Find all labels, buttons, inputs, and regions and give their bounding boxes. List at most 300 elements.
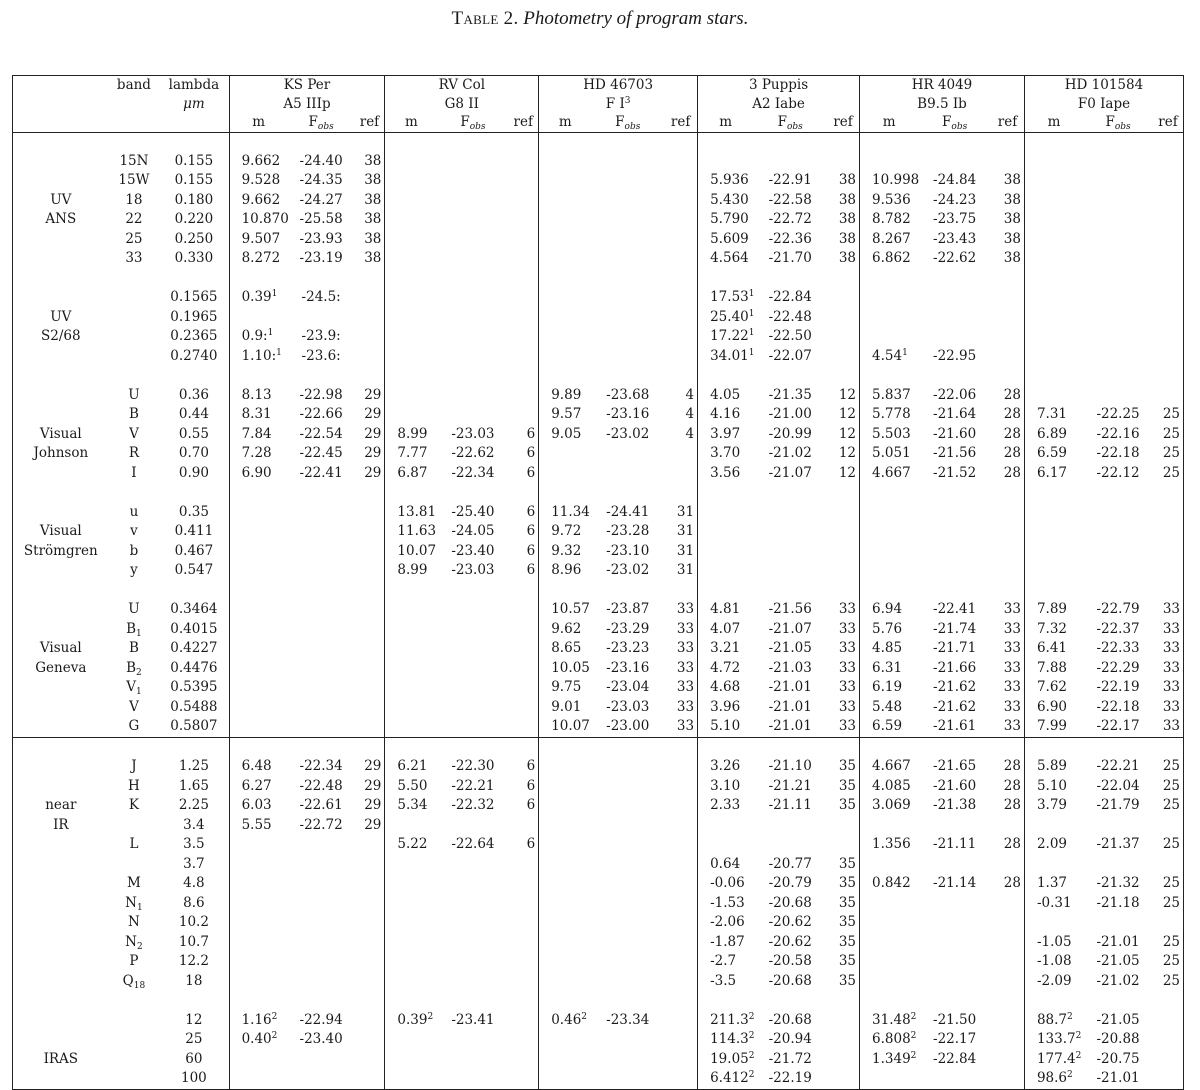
ref-cell-hd-46703 bbox=[664, 972, 697, 992]
flux-cell-hr-4049: -21.71 bbox=[933, 640, 977, 656]
ref-cell-hr-4049: 33 bbox=[1003, 620, 1021, 637]
ref-cell-hd-46703: 4 bbox=[685, 425, 695, 442]
subheader-m-rv-col: m bbox=[385, 113, 438, 132]
flux-cell-3-puppis bbox=[753, 542, 827, 562]
ref-cell-hd-101584 bbox=[1153, 210, 1184, 230]
mag-cell-rv-col bbox=[385, 1030, 438, 1050]
mag-cell-3-puppis bbox=[698, 522, 754, 542]
ref-cell-ks-per: 29 bbox=[364, 464, 382, 481]
flux-cell-hd-46703 bbox=[591, 327, 664, 347]
ref-cell-hr-4049 bbox=[991, 1011, 1024, 1031]
flux-cell-hd-101584: -22.12 bbox=[1096, 464, 1140, 481]
flux-cell-hr-4049 bbox=[918, 952, 991, 972]
ref-cell-rv-col bbox=[508, 288, 538, 308]
ref-cell-hd-46703: 31 bbox=[676, 503, 695, 520]
ref-cell-rv-col bbox=[508, 620, 538, 640]
flux-cell-hd-101584: -22.04 bbox=[1096, 777, 1140, 794]
mag-cell-hr-4049 bbox=[860, 522, 919, 542]
ref-cell-rv-col bbox=[508, 913, 538, 933]
lambda-cell: 25 bbox=[185, 1031, 203, 1047]
lambda-cell: 0.4227 bbox=[170, 640, 218, 656]
group-label: Visual bbox=[39, 425, 82, 442]
mag-cell-3-puppis: 3.21 bbox=[698, 639, 754, 659]
mag-cell-hd-101584: 7.62 bbox=[1024, 678, 1083, 698]
ref-cell-3-puppis bbox=[827, 522, 859, 542]
band-cell: 25 bbox=[125, 230, 143, 247]
flux-cell-rv-col bbox=[438, 972, 509, 992]
subheader-fobs-hd-101584: $F_{obs}$ bbox=[1083, 113, 1153, 132]
table-row bbox=[13, 757, 1184, 777]
mag-cell-rv-col: 7.77 bbox=[385, 444, 438, 464]
ref-cell-ks-per: 38 bbox=[364, 172, 382, 188]
ref-cell-ks-per bbox=[355, 835, 385, 855]
flux-cell-ks-per: -23.6: bbox=[301, 347, 341, 364]
mag-cell-hr-4049 bbox=[860, 288, 919, 308]
group-label: UV bbox=[50, 191, 72, 208]
mag-cell-ks-per bbox=[229, 913, 288, 933]
ref-cell-3-puppis: 35 bbox=[838, 933, 857, 950]
group-label: UV bbox=[50, 308, 72, 325]
flux-cell-hr-4049 bbox=[918, 972, 991, 992]
flux-cell-ks-per: -22.98 bbox=[299, 386, 343, 403]
ref-cell-3-puppis: 38 bbox=[838, 211, 857, 227]
ref-cell-hr-4049 bbox=[991, 347, 1024, 367]
group-label bbox=[13, 600, 109, 620]
flux-cell-3-puppis: -22.19 bbox=[768, 1070, 812, 1086]
table-row bbox=[13, 249, 1184, 269]
ref-cell-rv-col: 6 bbox=[526, 523, 536, 539]
mag-cell-rv-col bbox=[385, 191, 438, 211]
flux-cell-hd-46703 bbox=[591, 855, 664, 875]
ref-cell-ks-per bbox=[355, 972, 385, 992]
band-cell bbox=[109, 855, 160, 875]
ref-cell-hd-46703: 33 bbox=[676, 601, 695, 617]
flux-cell-3-puppis: -20.62 bbox=[768, 914, 812, 930]
ref-cell-hr-4049: 28 bbox=[1003, 406, 1021, 422]
ref-cell-ks-per bbox=[355, 933, 385, 953]
mag-cell-rv-col bbox=[385, 816, 438, 836]
mag-cell-ks-per: 0.39$^1$ bbox=[229, 288, 288, 308]
flux-cell-hd-46703 bbox=[591, 171, 664, 191]
mag-cell-hr-4049: 9.536 bbox=[860, 191, 919, 211]
lambda-cell: 0.5395 bbox=[170, 679, 218, 695]
group-label: ANS bbox=[45, 211, 77, 227]
mag-cell-hd-46703 bbox=[539, 835, 592, 855]
mag-cell-hd-101584: -1.05 bbox=[1024, 933, 1083, 953]
ref-cell-ks-per bbox=[355, 561, 385, 581]
ref-cell-hd-101584 bbox=[1153, 347, 1184, 367]
flux-cell-3-puppis bbox=[753, 835, 827, 855]
mag-cell-hd-101584 bbox=[1024, 347, 1083, 367]
mag-cell-3-puppis: -3.5 bbox=[698, 972, 754, 992]
mag-cell-hr-4049: 6.19 bbox=[860, 678, 919, 698]
mag-cell-hd-46703: 9.72 bbox=[539, 522, 592, 542]
flux-cell-3-puppis: -20.68 bbox=[768, 894, 812, 911]
flux-cell-rv-col bbox=[438, 152, 509, 172]
table-row bbox=[13, 777, 1184, 797]
ref-cell-hr-4049 bbox=[991, 952, 1024, 972]
flux-cell-hd-101584 bbox=[1083, 542, 1153, 562]
flux-cell-rv-col bbox=[438, 816, 509, 836]
mag-cell-rv-col bbox=[385, 347, 438, 367]
ref-cell-hd-101584: 25 bbox=[1162, 406, 1180, 422]
ref-cell-hd-46703 bbox=[664, 816, 697, 836]
mag-cell-rv-col: 13.81 bbox=[385, 503, 438, 523]
flux-cell-hd-101584: -21.01 bbox=[1096, 933, 1140, 950]
ref-cell-hr-4049 bbox=[991, 972, 1024, 992]
flux-cell-hd-46703 bbox=[591, 444, 664, 464]
flux-cell-hd-101584: -21.01 bbox=[1096, 1070, 1140, 1086]
flux-cell-hd-101584: -20.75 bbox=[1096, 1050, 1140, 1067]
ref-cell-hd-101584 bbox=[1153, 561, 1184, 581]
ref-cell-hd-101584 bbox=[1153, 171, 1184, 191]
group-label bbox=[13, 972, 109, 992]
flux-cell-hd-101584: -21.18 bbox=[1096, 894, 1140, 911]
flux-cell-hd-46703 bbox=[591, 1069, 664, 1089]
lambda-cell: 18 bbox=[185, 972, 203, 989]
mag-cell-3-puppis bbox=[698, 835, 754, 855]
mag-cell-hd-46703 bbox=[539, 464, 592, 484]
table-row bbox=[13, 952, 1184, 972]
ref-cell-ks-per bbox=[355, 698, 385, 718]
mag-cell-hd-101584 bbox=[1024, 288, 1083, 308]
mag-cell-hr-4049: 6.808$^2$ bbox=[860, 1030, 919, 1050]
flux-cell-hd-46703 bbox=[591, 757, 664, 777]
lambda-cell: 0.3464 bbox=[170, 601, 218, 617]
mag-cell-hr-4049: 10.998 bbox=[860, 171, 919, 191]
ref-cell-rv-col bbox=[508, 972, 538, 992]
flux-cell-rv-col bbox=[438, 913, 509, 933]
ref-cell-rv-col: 6 bbox=[526, 562, 536, 578]
ref-cell-hr-4049: 33 bbox=[1003, 718, 1021, 734]
mag-cell-rv-col bbox=[385, 659, 438, 679]
ref-cell-3-puppis: 33 bbox=[838, 679, 857, 695]
mag-cell-rv-col bbox=[385, 952, 438, 972]
star-name-ks-per: KS Per bbox=[229, 76, 385, 95]
lambda-cell: 2.25 bbox=[178, 797, 209, 813]
flux-cell-hr-4049 bbox=[918, 288, 991, 308]
flux-cell-hd-46703 bbox=[591, 874, 664, 894]
spacer-row bbox=[13, 269, 1184, 289]
table-row bbox=[13, 386, 1184, 406]
flux-cell-3-puppis: -20.68 bbox=[768, 1011, 812, 1028]
mag-cell-hd-101584: 98.6$^2$ bbox=[1024, 1069, 1083, 1089]
flux-cell-ks-per bbox=[288, 835, 355, 855]
flux-cell-3-puppis: -22.50 bbox=[768, 328, 812, 344]
flux-cell-3-puppis: -21.21 bbox=[768, 777, 812, 794]
ref-cell-3-puppis bbox=[827, 152, 859, 172]
mag-cell-hd-46703: 8.96 bbox=[539, 561, 592, 581]
band-cell: 18 bbox=[125, 191, 143, 208]
flux-cell-3-puppis bbox=[753, 816, 827, 836]
mag-cell-rv-col: 11.63 bbox=[385, 522, 438, 542]
mag-cell-hd-46703 bbox=[539, 855, 592, 875]
ref-cell-rv-col bbox=[508, 171, 538, 191]
flux-cell-hd-101584: -21.02 bbox=[1096, 972, 1140, 989]
ref-cell-rv-col bbox=[508, 386, 538, 406]
mag-cell-hd-101584: 133.7$^2$ bbox=[1024, 1030, 1083, 1050]
group-label bbox=[13, 678, 109, 698]
mag-cell-hd-46703: 9.05 bbox=[539, 425, 592, 445]
flux-cell-ks-per: -22.66 bbox=[299, 406, 343, 422]
ref-cell-hr-4049 bbox=[991, 152, 1024, 172]
mag-cell-hd-101584 bbox=[1024, 327, 1083, 347]
mag-cell-hr-4049: 5.778 bbox=[860, 405, 919, 425]
mag-cell-hd-101584: 6.89 bbox=[1024, 425, 1083, 445]
flux-cell-ks-per bbox=[288, 678, 355, 698]
flux-cell-hd-101584: -22.37 bbox=[1096, 620, 1140, 637]
ref-cell-ks-per bbox=[355, 620, 385, 640]
flux-cell-ks-per bbox=[288, 503, 355, 523]
mag-cell-ks-per bbox=[229, 894, 288, 914]
subheader-ref-3-puppis: ref bbox=[827, 113, 859, 132]
flux-cell-hr-4049: -21.52 bbox=[933, 464, 977, 481]
ref-cell-hr-4049 bbox=[991, 308, 1024, 328]
ref-cell-3-puppis: 33 bbox=[838, 698, 857, 715]
mag-cell-3-puppis: 4.72 bbox=[698, 659, 754, 679]
ref-cell-ks-per bbox=[355, 347, 385, 367]
ref-cell-ks-per: 38 bbox=[364, 211, 382, 227]
mag-cell-3-puppis: 17.22$^1$ bbox=[698, 327, 754, 347]
flux-cell-3-puppis bbox=[753, 561, 827, 581]
band-cell: H bbox=[128, 777, 140, 794]
flux-cell-ks-per bbox=[288, 542, 355, 562]
lambda-cell: 0.2740 bbox=[170, 347, 218, 364]
ref-cell-rv-col: 6 bbox=[526, 503, 536, 520]
band-cell: P bbox=[129, 953, 139, 969]
mag-cell-hd-46703: 9.62 bbox=[539, 620, 592, 640]
ref-cell-rv-col: 6 bbox=[526, 836, 536, 852]
flux-cell-ks-per: -24.27 bbox=[299, 191, 343, 208]
mag-cell-hd-46703 bbox=[539, 816, 592, 836]
mag-cell-3-puppis bbox=[698, 542, 754, 562]
photometry-table-body bbox=[13, 76, 1184, 1090]
ref-cell-hd-46703: 33 bbox=[676, 640, 695, 656]
table-row bbox=[13, 894, 1184, 914]
ref-cell-ks-per bbox=[355, 503, 385, 523]
flux-cell-rv-col: -22.62 bbox=[451, 445, 495, 461]
ref-cell-3-puppis bbox=[827, 327, 859, 347]
mag-cell-ks-per bbox=[229, 1069, 288, 1089]
table-row bbox=[13, 1050, 1184, 1070]
mag-cell-hr-4049: 1.349$^2$ bbox=[860, 1050, 919, 1070]
flux-cell-ks-per bbox=[288, 874, 355, 894]
lambda-cell: 0.5807 bbox=[170, 718, 218, 734]
ref-cell-ks-per bbox=[355, 894, 385, 914]
band-cell: U bbox=[128, 601, 140, 617]
ref-cell-hr-4049 bbox=[991, 522, 1024, 542]
ref-cell-ks-per bbox=[355, 678, 385, 698]
ref-cell-ks-per: 38 bbox=[364, 152, 382, 169]
mag-cell-3-puppis: -1.53 bbox=[698, 894, 754, 914]
flux-cell-hd-101584 bbox=[1083, 816, 1153, 836]
ref-cell-hd-46703 bbox=[664, 171, 697, 191]
mag-cell-ks-per bbox=[229, 620, 288, 640]
spectral-type-rv-col: G8 II bbox=[385, 95, 539, 114]
table-row bbox=[13, 152, 1184, 172]
flux-cell-rv-col: -25.40 bbox=[451, 503, 495, 520]
mag-cell-hd-101584: 6.90 bbox=[1024, 698, 1083, 718]
band-cell: M bbox=[127, 875, 141, 891]
ref-cell-ks-per: 29 bbox=[364, 816, 382, 833]
flux-cell-3-puppis: -22.36 bbox=[768, 230, 812, 247]
ref-cell-rv-col bbox=[508, 600, 538, 620]
flux-cell-3-puppis bbox=[753, 503, 827, 523]
ref-cell-3-puppis: 33 bbox=[838, 659, 857, 676]
ref-cell-ks-per: 38 bbox=[364, 191, 382, 208]
ref-cell-ks-per bbox=[355, 717, 385, 737]
group-label bbox=[13, 152, 109, 172]
lambda-cell: 0.44 bbox=[178, 406, 209, 422]
table-row bbox=[13, 288, 1184, 308]
ref-cell-hd-101584: 33 bbox=[1162, 640, 1180, 656]
flux-cell-3-puppis: -20.77 bbox=[768, 855, 812, 872]
ref-cell-rv-col bbox=[508, 698, 538, 718]
table-row bbox=[13, 347, 1184, 367]
lambda-cell: 10.7 bbox=[178, 933, 209, 950]
ref-cell-hd-101584 bbox=[1153, 816, 1184, 836]
mag-cell-ks-per bbox=[229, 678, 288, 698]
flux-cell-hr-4049: -21.38 bbox=[933, 797, 977, 813]
ref-cell-hd-101584: 25 bbox=[1162, 758, 1180, 774]
subheader-m-3-puppis: m bbox=[698, 113, 754, 132]
ref-cell-hd-46703 bbox=[664, 1069, 697, 1089]
flux-cell-ks-per: -22.61 bbox=[299, 797, 343, 813]
mag-cell-rv-col bbox=[385, 678, 438, 698]
band-cell: V bbox=[129, 698, 139, 715]
band-cell: $B_1$ bbox=[126, 620, 142, 639]
mag-cell-rv-col bbox=[385, 1050, 438, 1070]
ref-cell-hd-101584: 25 bbox=[1162, 836, 1180, 852]
table-row bbox=[13, 717, 1184, 737]
ref-cell-hd-101584: 33 bbox=[1162, 698, 1180, 715]
flux-cell-hd-46703 bbox=[591, 894, 664, 914]
mag-cell-hd-46703 bbox=[539, 249, 592, 269]
flux-cell-rv-col: -23.03 bbox=[451, 562, 495, 578]
band-cell: V bbox=[129, 425, 139, 442]
band-cell bbox=[109, 1050, 160, 1070]
band-cell: G bbox=[128, 718, 140, 734]
ref-cell-hd-101584: 25 bbox=[1162, 777, 1180, 794]
flux-cell-3-puppis: -22.48 bbox=[768, 308, 812, 325]
lambda-cell: 60 bbox=[185, 1050, 203, 1067]
flux-cell-hd-101584 bbox=[1083, 308, 1153, 328]
mag-cell-ks-per: 9.528 bbox=[229, 171, 288, 191]
mag-cell-hd-101584 bbox=[1024, 816, 1083, 836]
ref-cell-hr-4049: 28 bbox=[1003, 386, 1021, 403]
mag-cell-3-puppis bbox=[698, 152, 754, 172]
flux-cell-hr-4049: -21.14 bbox=[933, 875, 977, 891]
group-label bbox=[13, 933, 109, 953]
mag-cell-rv-col bbox=[385, 894, 438, 914]
mag-cell-hr-4049 bbox=[860, 952, 919, 972]
ref-cell-hr-4049 bbox=[991, 913, 1024, 933]
ref-cell-hd-101584 bbox=[1153, 152, 1184, 172]
mag-cell-hd-101584: 3.79 bbox=[1024, 796, 1083, 816]
mag-cell-hd-101584: 7.31 bbox=[1024, 405, 1083, 425]
group-label bbox=[13, 717, 109, 737]
flux-cell-3-puppis: -21.05 bbox=[768, 640, 812, 656]
flux-cell-ks-per bbox=[288, 855, 355, 875]
mag-cell-hd-46703: 10.07 bbox=[539, 717, 592, 737]
flux-cell-hd-101584 bbox=[1083, 210, 1153, 230]
mag-cell-hr-4049: 8.267 bbox=[860, 230, 919, 250]
mag-cell-hd-46703: 0.46$^2$ bbox=[539, 1011, 592, 1031]
ref-cell-rv-col bbox=[508, 308, 538, 328]
ref-cell-3-puppis: 35 bbox=[838, 797, 857, 813]
flux-cell-rv-col bbox=[438, 288, 509, 308]
mag-cell-hd-46703 bbox=[539, 1050, 592, 1070]
ref-cell-hd-46703 bbox=[664, 347, 697, 367]
mag-cell-rv-col: 10.07 bbox=[385, 542, 438, 562]
table-row bbox=[13, 464, 1184, 484]
mag-cell-rv-col: 8.99 bbox=[385, 425, 438, 445]
mag-cell-hd-101584 bbox=[1024, 230, 1083, 250]
subheader-ref-ks-per: ref bbox=[355, 113, 385, 132]
flux-cell-ks-per bbox=[288, 600, 355, 620]
group-label: IR bbox=[53, 816, 69, 833]
ref-cell-hd-46703 bbox=[664, 1050, 697, 1070]
flux-cell-rv-col bbox=[438, 308, 509, 328]
mag-cell-hd-46703: 9.32 bbox=[539, 542, 592, 562]
flux-cell-hd-101584: -21.05 bbox=[1096, 1011, 1140, 1028]
ref-cell-hd-101584 bbox=[1153, 542, 1184, 562]
flux-cell-hr-4049: -21.50 bbox=[933, 1011, 977, 1028]
mag-cell-hd-46703 bbox=[539, 171, 592, 191]
mag-cell-hd-101584 bbox=[1024, 191, 1083, 211]
ref-cell-hd-46703 bbox=[664, 444, 697, 464]
band-cell: $N_2$ bbox=[125, 933, 143, 952]
band-cell: B bbox=[128, 406, 139, 422]
mag-cell-hd-101584: 7.99 bbox=[1024, 717, 1083, 737]
star-name-rv-col: RV Col bbox=[385, 76, 539, 95]
ref-cell-hr-4049 bbox=[991, 503, 1024, 523]
mag-cell-rv-col: 6.87 bbox=[385, 464, 438, 484]
mag-cell-hd-46703 bbox=[539, 913, 592, 933]
mag-cell-hd-101584: -0.31 bbox=[1024, 894, 1083, 914]
mag-cell-hd-46703: 9.75 bbox=[539, 678, 592, 698]
mag-cell-hr-4049 bbox=[860, 972, 919, 992]
mag-cell-hd-46703: 8.65 bbox=[539, 639, 592, 659]
mag-cell-hr-4049: 6.31 bbox=[860, 659, 919, 679]
flux-cell-hd-46703: -23.23 bbox=[606, 640, 650, 656]
flux-cell-hr-4049: -24.84 bbox=[933, 172, 977, 188]
flux-cell-rv-col bbox=[438, 600, 509, 620]
mag-cell-3-puppis: -1.87 bbox=[698, 933, 754, 953]
ref-cell-rv-col: 6 bbox=[526, 425, 536, 442]
ref-cell-hd-46703 bbox=[664, 894, 697, 914]
mag-cell-rv-col bbox=[385, 288, 438, 308]
spacer-row bbox=[13, 581, 1184, 601]
ref-cell-rv-col bbox=[508, 816, 538, 836]
ref-cell-3-puppis: 38 bbox=[838, 250, 857, 266]
ref-cell-hd-101584 bbox=[1153, 230, 1184, 250]
flux-cell-ks-per bbox=[288, 522, 355, 542]
ref-cell-rv-col: 6 bbox=[526, 445, 536, 461]
flux-cell-hd-101584: -21.79 bbox=[1096, 797, 1140, 813]
mag-cell-ks-per: 10.870 bbox=[229, 210, 288, 230]
flux-cell-3-puppis: -20.79 bbox=[768, 875, 812, 891]
flux-cell-hd-101584 bbox=[1083, 503, 1153, 523]
band-column-header: band bbox=[116, 77, 151, 93]
flux-cell-hr-4049 bbox=[918, 561, 991, 581]
flux-cell-rv-col bbox=[438, 191, 509, 211]
table-row bbox=[13, 171, 1184, 191]
ref-cell-rv-col bbox=[508, 1030, 538, 1050]
lambda-cell: 0.250 bbox=[174, 230, 214, 247]
ref-cell-3-puppis bbox=[827, 1030, 859, 1050]
flux-cell-hd-46703: -23.03 bbox=[606, 698, 650, 715]
